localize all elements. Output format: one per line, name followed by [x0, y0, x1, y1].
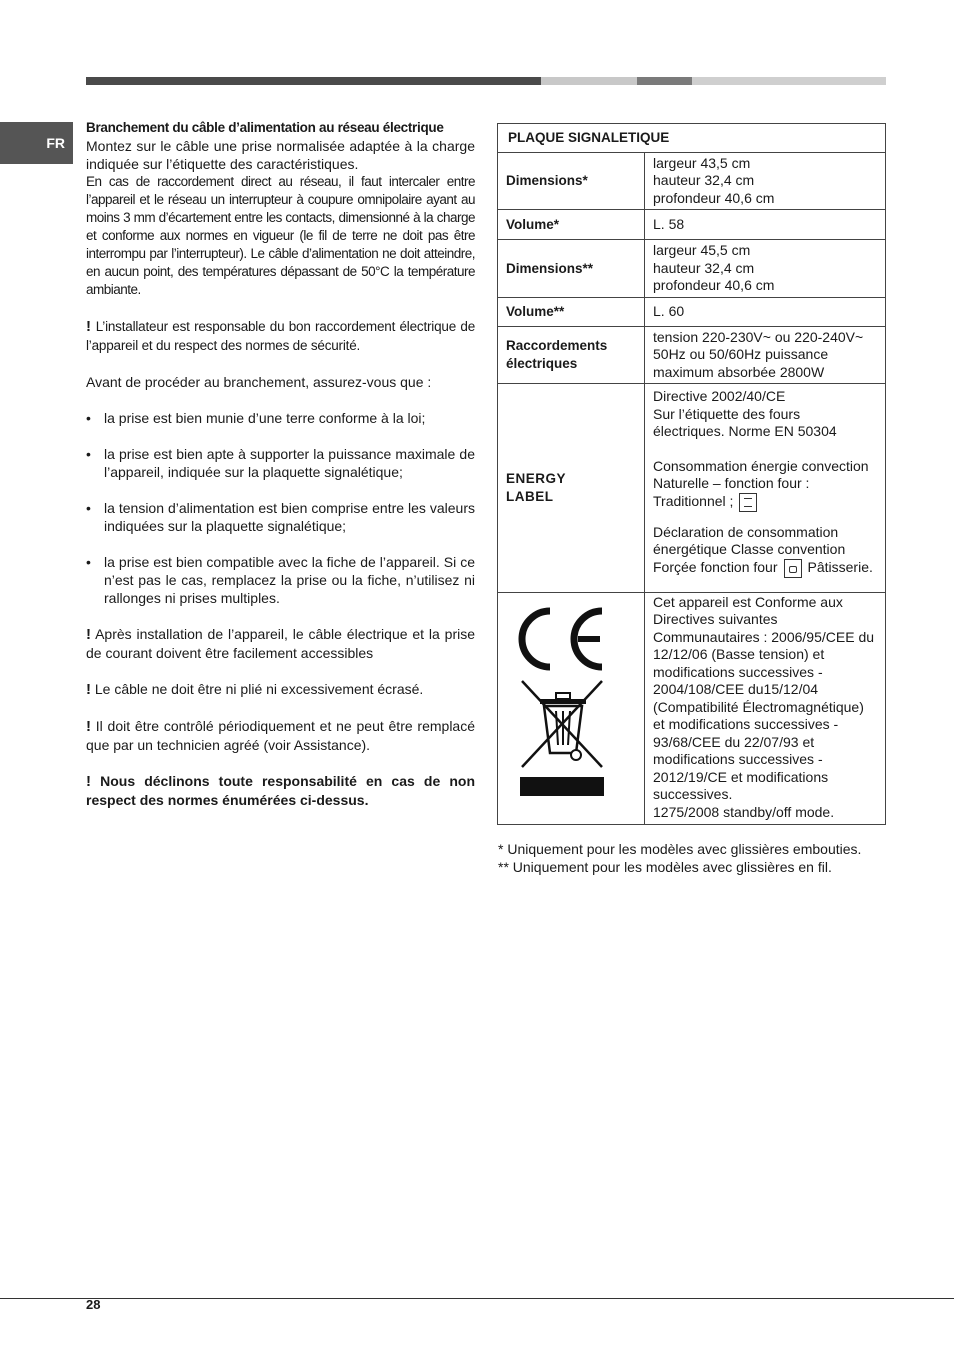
value-line: modifications successives - [653, 751, 823, 767]
warning-icon: ! [86, 773, 91, 790]
value-line: maximum absorbée 2800W [653, 363, 825, 380]
table-row [498, 152, 886, 210]
value-text: Traditionnel ; [653, 492, 734, 509]
language-label: FR [46, 135, 65, 151]
value-line: hauteur 32,4 cm [653, 172, 755, 188]
warning-text: Après installation de l’appareil, le câble électrique et la prise de courant doivent être facilement accessibles [86, 626, 475, 661]
label-line: électriques [506, 355, 578, 371]
value-line: 2004/108/CEE du15/12/04 [653, 681, 819, 697]
value-line [653, 559, 885, 578]
value-line: Cet appareil est Conforme aux [653, 593, 843, 610]
electrical-value [645, 326, 886, 384]
value-line: largeur 45,5 cm [653, 242, 751, 258]
intro-text: Avant de procéder au branchement, assurez-vous que : [86, 374, 432, 390]
header-bar [86, 77, 886, 85]
energy-label [498, 384, 645, 593]
value-line: successives. [653, 786, 733, 802]
value-line: électriques. Norme EN 50304 [653, 423, 837, 439]
footer-rule [0, 1298, 954, 1299]
conformity-value [645, 592, 886, 825]
value-line: modifications successives - [653, 663, 823, 680]
value-line: Consommation énergie convection [653, 457, 869, 474]
value-line: (Compatibilité Électromagnétique) [653, 698, 864, 715]
language-tab [0, 122, 73, 164]
value-line: énergétique Classe convention [653, 541, 846, 557]
value-line: Naturelle – fonction four : [653, 475, 810, 491]
header-bar-light [541, 77, 637, 85]
weee-bin-icon [520, 679, 610, 771]
table-row [498, 384, 886, 593]
paragraph-prise: Montez sur le câble une prise normalisée adaptée à la charge indiquée sur l’étiquette des caractéristiques. [86, 138, 475, 172]
table-row [498, 240, 886, 298]
dimensions-value [645, 152, 886, 210]
value-line: profondeur 40,6 cm [653, 277, 775, 293]
value-line: 12/12/06 (Basse tension) et [653, 646, 825, 662]
table-row [498, 124, 886, 153]
traditional-oven-icon [739, 493, 757, 512]
data-plate-table [497, 123, 886, 825]
value-line: largeur 43,5 cm [653, 154, 751, 171]
list-item: • la tension d’alimentation est bien comprise entre les valeurs indiquées sur la plaquette signalétique; [86, 500, 475, 534]
label-line: LABEL [506, 488, 554, 504]
value-line: Directives suivantes [653, 611, 778, 627]
warning-responsabilite [86, 772, 475, 809]
volume-label: Volume* [498, 210, 645, 240]
label-line: Raccordements [506, 338, 608, 354]
list-item-text: la tension d’alimentation est bien comprise entre les valeurs indiquées sur la plaquette signalétique; [104, 500, 475, 534]
value-line: 1275/2008 standby/off mode. [653, 803, 835, 820]
value-line [653, 493, 885, 512]
list-item: • la prise est bien compatible avec la fiche de l’appareil. Si ce n’est pas le cas, remplacez la prise ou la fiche, n’utilisez ni rallonges ni prises multiples. [86, 554, 475, 606]
list-item-text: la prise est bien apte à supporter la puissance maximale de l’appareil, indiquée sur la plaquette signalétique; [104, 446, 475, 480]
warning-icon: ! [86, 681, 91, 698]
value-line: tension 220-230V~ ou 220-240V~ [653, 328, 864, 345]
list-item-text: la prise est bien compatible avec la fiche de l’appareil. Si ce n’est pas le cas, remplacez la prise ou la fiche, n’utilisez ni rallonges ni prises multiples. [104, 554, 475, 606]
volume-value: L. 58 [645, 210, 886, 240]
value-text: Pâtisserie. [807, 558, 873, 575]
warning-cable [86, 680, 475, 699]
value-line: Sur l’étiquette des fours [653, 405, 801, 422]
header-bar-mid [637, 77, 692, 85]
logos [498, 593, 644, 823]
fan-oven-icon [784, 559, 802, 578]
installation-text [86, 119, 475, 809]
warning-icon: ! [86, 318, 91, 335]
value-line: Déclaration de consommation [653, 523, 839, 540]
warning-icon: ! [86, 626, 91, 643]
list-item: • la prise est bien apte à supporter la puissance maximale de l’appareil, indiquée sur la plaquette signalétique; [86, 446, 475, 480]
value-line: Communautaires : 2006/95/CEE du [653, 628, 875, 645]
warning-text: Nous déclinons toute responsabilité en cas de non respect des normes énumérées ci-dessus. [86, 773, 475, 808]
value-line: Directive 2002/40/CE [653, 388, 786, 404]
footnote: ** Uniquement pour les modèles avec glissières en fil. [498, 859, 832, 875]
list-item: • la prise est bien munie d’une terre conforme à la loi; [86, 409, 475, 427]
table-row [498, 326, 886, 384]
list-item-text: la prise est bien munie d’une terre conforme à la loi; [104, 410, 426, 426]
warning-accessible [86, 625, 475, 662]
value-line: 2012/19/CE et modifications [653, 768, 829, 785]
section-heading: Branchement du câble d’alimentation au réseau électrique [86, 120, 444, 135]
volume-label-2: Volume** [498, 297, 645, 326]
value-line: 50Hz ou 50/60Hz puissance [653, 346, 829, 362]
table-row [498, 592, 886, 825]
footnotes [498, 840, 861, 876]
paragraph-raccordement: En cas de raccordement direct au réseau, il faut intercaler entre l’appareil et le réseau un interrupteur à coupure omnipolaire ayant au moins 3 mm d’écartement entre les contacts, dimensionné à la charge et conforme aux normes en vigueur (le fil de terre ne doit pas être interrompu par l’interrupteur). Le câble d’alimentation ne doit atteindre, en aucun point, des températures dépassant de 50°C la température ambiante. [86, 174, 475, 297]
dimensions-label: Dimensions* [498, 152, 645, 210]
weee-bar [520, 777, 604, 796]
warning-text: L’installateur est responsable du bon raccordement électrique de l’appareil et du respect des normes de sécurité. [86, 319, 475, 353]
warning-icon: ! [86, 718, 91, 735]
page-number: 28 [86, 1297, 101, 1312]
footnote: * Uniquement pour les modèles avec glissières embouties. [498, 841, 862, 857]
warning-text: Il doit être contrôlé périodiquement et ne peut être remplacé que par un technicien agréé (voir Assistance). [86, 718, 476, 753]
header-bar-dark [86, 77, 541, 85]
table-row [498, 210, 886, 240]
warning-installateur [86, 317, 475, 355]
logos-cell [498, 592, 645, 825]
plate-title: PLAQUE SIGNALETIQUE [498, 124, 886, 153]
value-line: profondeur 40,6 cm [653, 189, 775, 206]
value-line: 93/68/CEE du 22/07/93 et [653, 733, 815, 750]
volume-value-2: L. 60 [645, 297, 886, 326]
warning-controle [86, 717, 475, 754]
dimensions-label-2: Dimensions** [498, 240, 645, 298]
warning-text: Le câble ne doit être ni plié ni excessivement écrasé. [94, 681, 424, 697]
electrical-label [498, 326, 645, 384]
value-text: Forçée fonction four [653, 558, 778, 575]
label-line: ENERGY [506, 471, 567, 487]
table-row [498, 297, 886, 326]
header-bar-light-2 [692, 77, 886, 85]
dimensions-value-2 [645, 240, 886, 298]
value-line: hauteur 32,4 cm [653, 259, 755, 276]
value-line: et modifications successives - [653, 716, 839, 732]
energy-value [645, 384, 886, 593]
